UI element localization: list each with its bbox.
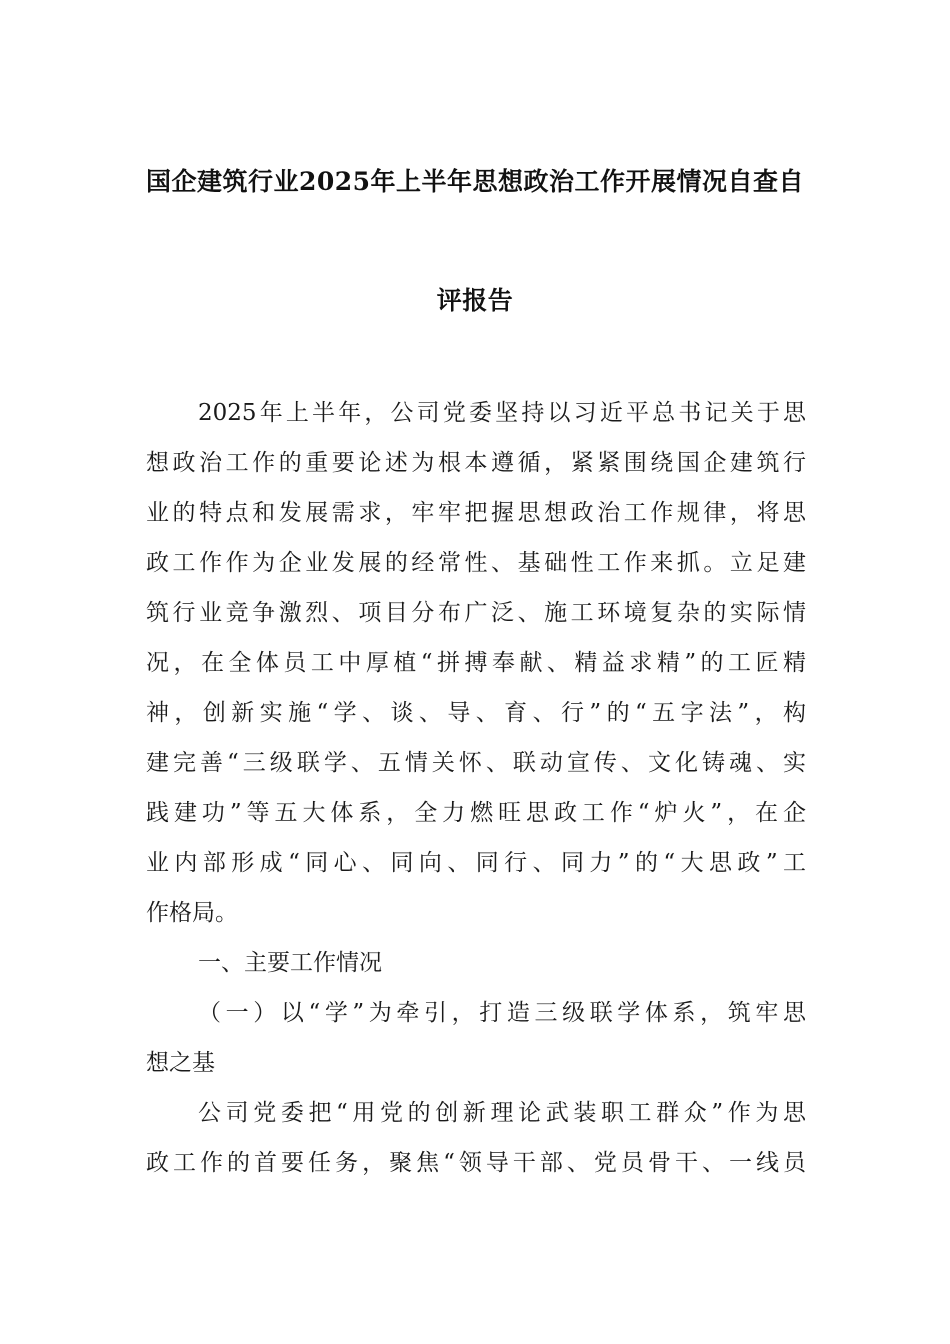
paragraph-1-line-3: 业的特点和发展需求，牢牢把握思想政治工作规律，将思 [146,500,806,526]
paragraph-1-line-5: 筑行业竞争激烈、项目分布广泛、施工环境复杂的实际情 [146,600,806,626]
paragraph-1-line-11: 作格局。 [146,900,238,926]
document-title-line-1: 国企建筑行业2025年上半年思想政治工作开展情况自查自 [145,167,805,196]
paragraph-1-line-6: 况，在全体员工中厚植“拼搏奉献、精益求精”的工匠精 [146,650,806,676]
paragraph-1-line-2: 想政治工作的重要论述为根本遵循，紧紧围绕国企建筑行 [146,450,806,476]
paragraph-2-line-1: 公司党委把“用党的创新理论武装职工群众”作为思 [198,1100,806,1126]
paragraph-2-line-2: 政工作的首要任务，聚焦“领导干部、党员骨干、一线员 [146,1150,806,1176]
paragraph-1-line-9: 践建功”等五大体系，全力燃旺思政工作“炉火”，在企 [146,800,806,826]
paragraph-1-line-4: 政工作作为企业发展的经常性、基础性工作来抓。立足建 [146,550,806,576]
subsection-heading-1-line-2: 想之基 [146,1050,215,1076]
paragraph-1-line-7: 神，创新实施“学、谈、导、育、行”的“五字法”，构 [146,700,806,726]
document-title-line-2: 评报告 [436,286,514,315]
paragraph-1-line-1: 2025年上半年，公司党委坚持以习近平总书记关于思 [198,400,806,426]
subsection-heading-1-line-1: （一）以“学”为牵引，打造三级联学体系，筑牢思 [198,1000,806,1026]
paragraph-1-line-8: 建完善“三级联学、五情关怀、联动宣传、文化铸魂、实 [146,750,806,776]
paragraph-1-line-10: 业内部形成“同心、同向、同行、同力”的“大思政”工 [146,850,806,876]
section-heading-1: 一、主要工作情况 [198,950,382,976]
